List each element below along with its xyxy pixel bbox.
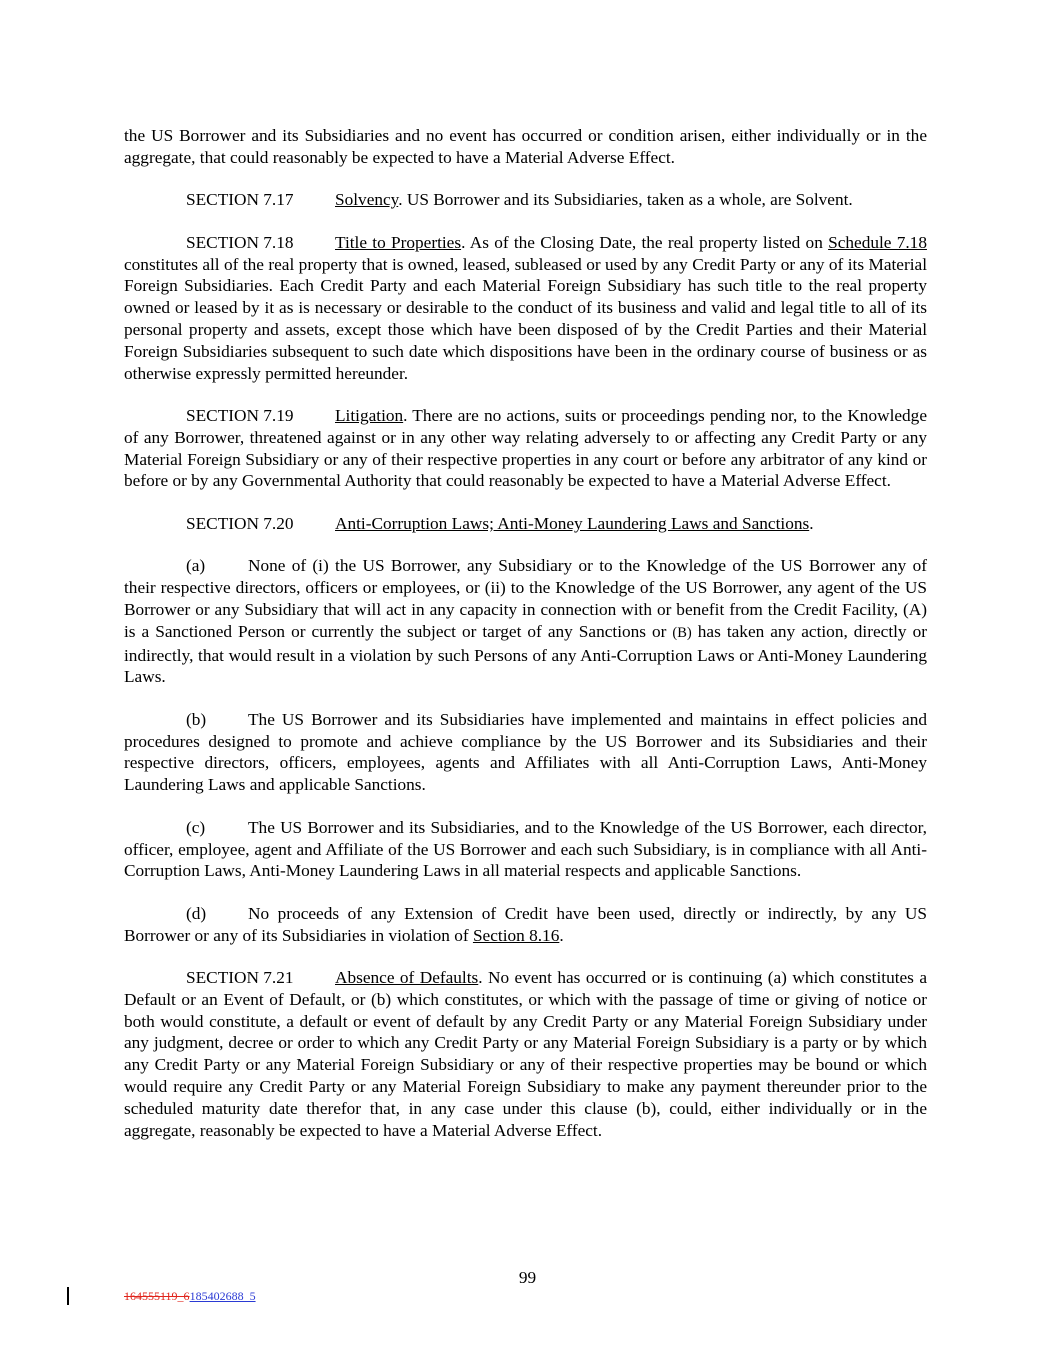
- document-body: [124, 125, 927, 1162]
- section-number: SECTION 7.17: [186, 190, 294, 210]
- clause-c: [124, 817, 927, 882]
- clause-a: [124, 555, 927, 688]
- clause-label: (b): [186, 709, 207, 729]
- section-number: SECTION 7.19: [186, 406, 294, 426]
- section-title: Absence of Defaults: [335, 968, 479, 988]
- section-reference: Section 8.16: [472, 925, 560, 945]
- section-number: SECTION 7.20: [186, 513, 294, 533]
- clause-text: .: [559, 925, 564, 945]
- clause-label: (d): [186, 903, 207, 923]
- change-bar: [67, 1287, 69, 1305]
- section-text: . No event has occurred or is continuing (a) which constitutes a Default or an Event of Default, or (b) which constitutes, or which with the passage of time or giving of notice or both would constitute, a default or event of default by any Credit Party or any Material Foreign Subsidiary under any judgment, decree or order to which any Credit Party or any Material Foreign Subsidiary is a party or by which any Credit Party or any Material Foreign Subsidiary or any of their respective properties may be bound or which would require any Credit Party or any Material Foreign Subsidiary to make any payment thereunder prior to the scheduled maturity date therefor that, in any case under this clause (b), could, either individually or in the aggregate, reasonably be expected to have a Material Adverse Effect.: [124, 968, 927, 1140]
- intro-paragraph: the US Borrower and its Subsidiaries and no event has occurred or condition arisen, either individually or in the aggregate, that could reasonably be expected to have a Material Adverse Effect.: [124, 126, 927, 167]
- section-7-21: [124, 967, 927, 1141]
- section-7-19: [124, 405, 927, 492]
- section-title: Litigation: [335, 406, 404, 426]
- clause-d: [124, 903, 927, 947]
- section-text: . There are no actions, suits or proceedings pending nor, to the Knowledge of any Borrower, threatened against or in any other way relating adversely to or affecting any Credit Party or any Material Foreign Subsidiary or any of their respective properties in any court or before any arbitrator of any kind or before or by any Governmental Authority that could reasonably be expected to have a Material Adverse Effect.: [124, 406, 927, 491]
- document-id: [124, 1289, 256, 1303]
- section-7-17: [124, 189, 927, 211]
- document-id-inserted: 185402688_5: [189, 1289, 256, 1303]
- section-text: . US Borrower and its Subsidiaries, taken as a whole, are Solvent.: [398, 190, 853, 210]
- section-title: Solvency: [335, 190, 399, 210]
- section-7-20: [124, 513, 927, 535]
- section-text: constitutes all of the real property that is owned, leased, subleased or used by any Credit Party or any of its Material Foreign Subsidiaries. Each Credit Party and each Material Foreign Subsidiary has such title to the real property owned or leased by it as is necessary or desirable to the conduct of its business and valid and legal title to all of its personal property and assets, except those which have been disposed of by the Credit Parties and their Material Foreign Subsidiaries subsequent to such date which dispositions have been in the ordinary course of business or as otherwise expressly permitted hereunder.: [124, 254, 927, 383]
- page-number: 99: [518, 1268, 537, 1287]
- clause-label: (c): [186, 817, 206, 837]
- clause-text: The US Borrower and its Subsidiaries have implemented and maintains in effect policies and procedures designed to promote and achieve compliance by the US Borrower and its Subsidiaries and their respective directors, officers, employees, agents and Affiliates with all Anti-Corruption Laws, Anti-Money Laundering Laws and applicable Sanctions.: [124, 709, 927, 795]
- clause-text: The US Borrower and its Subsidiaries, and to the Knowledge of the US Borrower, each director, officer, employee, agent and Affiliate of the US Borrower and each such Subsidiary, is in compliance with all Anti-Corruption Laws, Anti-Money Laundering Laws in all material respects and applicable Sanctions.: [124, 817, 927, 881]
- document-id-deleted: 164555119_6: [124, 1289, 190, 1303]
- section-title: Title to Properties: [335, 232, 462, 252]
- clause-b: [124, 709, 927, 796]
- clause-label: (a): [186, 556, 206, 576]
- section-number: SECTION 7.18: [186, 232, 294, 252]
- section-title: Anti-Corruption Laws; Anti-Money Laundering Laws and Sanctions: [335, 513, 810, 533]
- clause-marker: (B): [672, 624, 692, 641]
- section-text: . As of the Closing Date, the real property listed on: [461, 232, 829, 252]
- clause-text: None of (i) the US Borrower, any Subsidiary or to the Knowledge of the US Borrower any of their respective directors, officers or employees, or (ii) to the Knowledge of the US Borrower, any agent of the US Borrower or any Subsidiary that will act in any capacity in connection with or benefit from the Credit Facility, (A) is a Sanctioned Person or currently the subject or target of any Sanctions or: [124, 556, 927, 641]
- section-text: .: [809, 513, 814, 533]
- section-number: SECTION 7.21: [186, 968, 294, 988]
- clause-text: has taken any action, directly or indirectly, that would result in a violation by such Persons of any Anti-Corruption Laws or Anti-Money Laundering Laws.: [124, 621, 927, 687]
- schedule-reference: Schedule 7.18: [828, 232, 927, 252]
- clause-text: No proceeds of any Extension of Credit have been used, directly or indirectly, by any US Borrower or any of its Subsidiaries in violation of: [124, 903, 927, 945]
- section-7-18: [124, 232, 927, 385]
